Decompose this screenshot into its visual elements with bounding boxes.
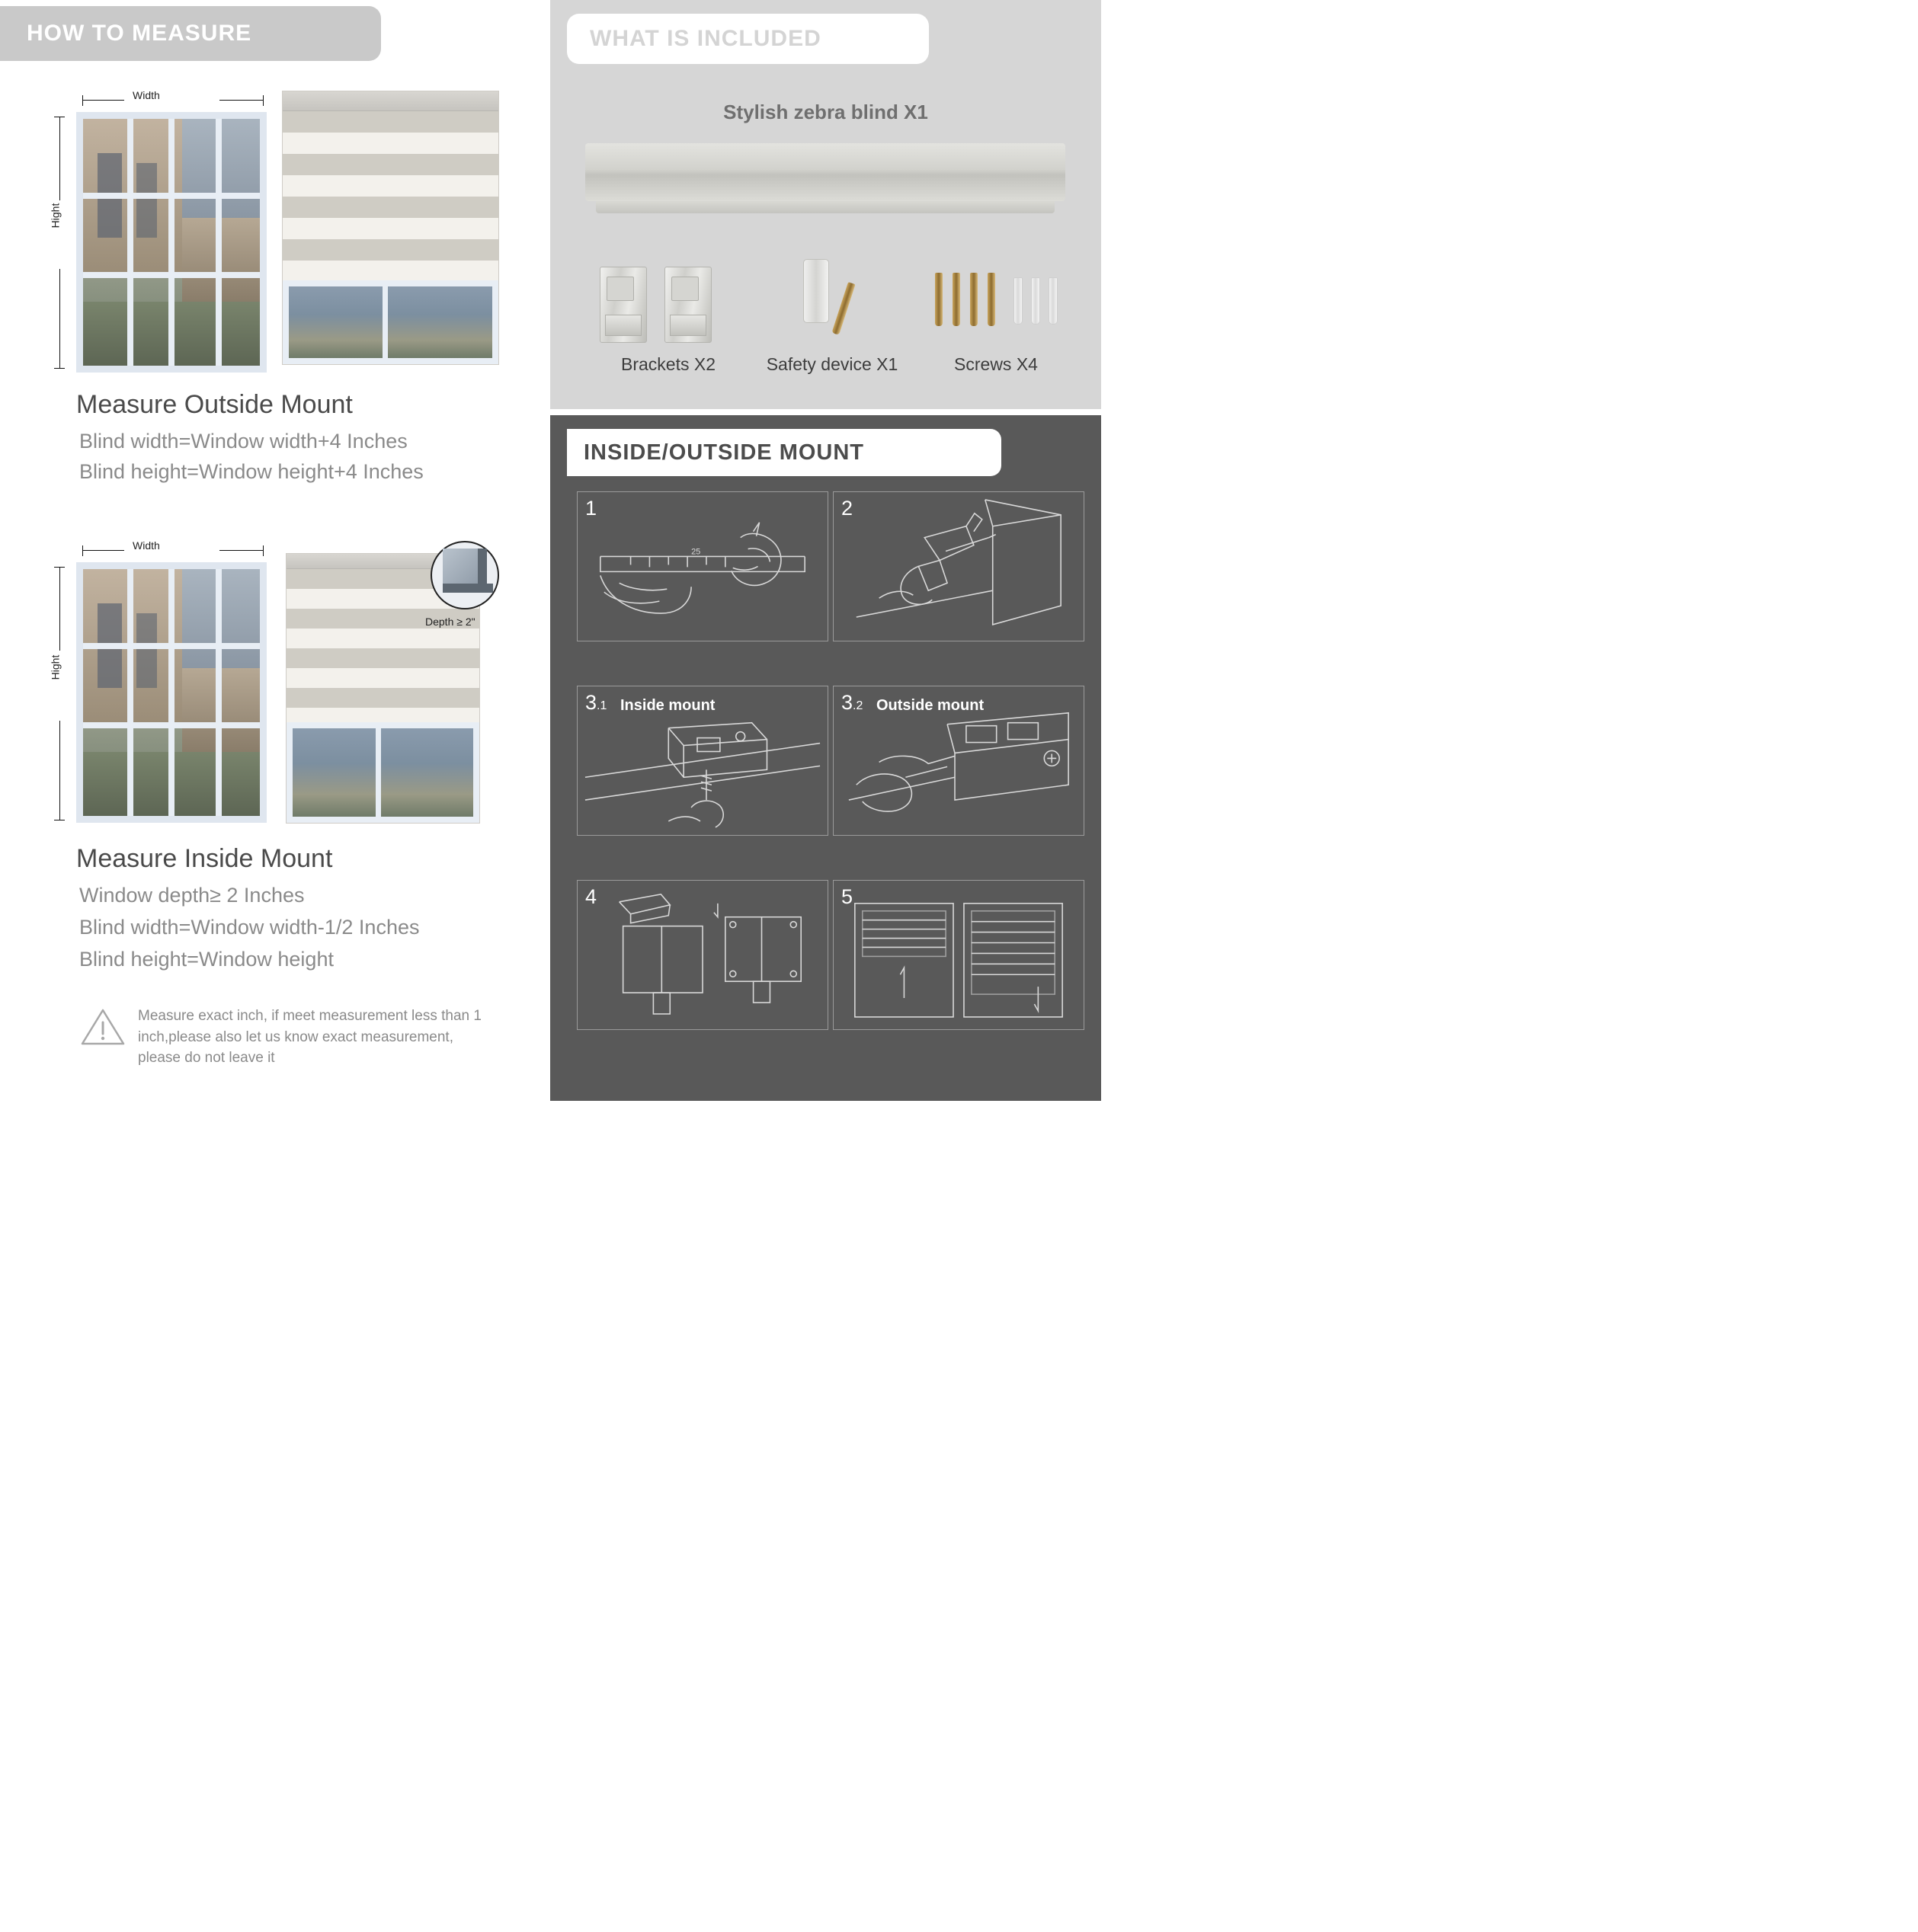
width-end-left: [82, 95, 83, 106]
step-3-2-num-main: 3: [841, 691, 853, 714]
inside-mount-heading: Measure Inside Mount: [76, 844, 333, 873]
inside-height-arrow-bottom: [59, 721, 60, 820]
anchor-icon-1: [1013, 277, 1023, 325]
inside-line-2: Blind width=Window width-1/2 Inches: [79, 916, 420, 939]
warning-triangle-icon: [80, 1006, 126, 1052]
measure-note-text: Measure exact inch, if meet measurement less than 1 inch,please also let us know exact measurement, please do not leave it: [138, 1008, 482, 1067]
inside-mount-diagram: [46, 533, 518, 834]
step-3-2-num-sub: .2: [853, 699, 863, 712]
inside-width-arrow-right: [219, 550, 264, 551]
step-3-2-inline-label: Outside mount: [876, 697, 985, 714]
step-4-sketch: [578, 881, 828, 1030]
how-to-measure-title: HOW TO MEASURE: [27, 21, 252, 46]
width-arrow-left: [82, 100, 124, 101]
blind-outside-mount: [282, 91, 499, 365]
horizontal-divider: [550, 409, 1101, 415]
step-1-number: 1: [585, 497, 597, 520]
step-3-1-num-sub: .1: [597, 699, 607, 712]
measure-note: [80, 1006, 484, 1069]
how-to-measure-tab: [0, 6, 381, 61]
bracket-icon-1: [600, 267, 647, 343]
step-3-1-inline-label: Inside mount: [620, 697, 716, 714]
safety-device-label: Safety device X1: [766, 354, 898, 374]
vertical-divider: [543, 0, 550, 1101]
anchor-icon-3: [1049, 277, 1058, 325]
outside-mount-heading: Measure Outside Mount: [76, 390, 353, 419]
screws-label: Screws X4: [954, 354, 1038, 374]
outside-line-1: Blind width=Window width+4 Inches: [79, 430, 408, 453]
step-3-1-sketch: [578, 686, 828, 836]
step-3-1-caption: Drill holes & Inside bracket: [1154, 1527, 1326, 1543]
inside-width-arrow-left: [82, 550, 124, 551]
step-3-2-sketch: [834, 686, 1084, 836]
step-5-sketch: [834, 881, 1084, 1030]
depth-callout-circle: [431, 541, 499, 609]
zebra-blind-product: [585, 143, 1065, 201]
bracket-icon-2: [664, 267, 712, 343]
inside-height-end-top: [54, 567, 65, 568]
step-2-number: 2: [841, 497, 853, 520]
step-4-caption: Install the blind: [1154, 1915, 1251, 1931]
outside-line-2: Blind height=Window height+4 Inches: [79, 460, 424, 483]
screw-icon-2: [953, 273, 960, 326]
step-5-number: 5: [841, 885, 853, 908]
inside-outside-mount-tab: [567, 429, 1001, 476]
screw-icon-1: [935, 273, 943, 326]
anchor-icon-2: [1031, 277, 1040, 325]
brackets-label: Brackets X2: [621, 354, 716, 374]
step-2-caption: Punch at marked position: [1667, 1138, 1830, 1154]
step-1-caption: Mark install loca- tions: [1154, 1138, 1298, 1154]
outside-height-label: Hight: [49, 203, 62, 229]
inside-width-end-right: [263, 545, 264, 556]
height-arrow-top: [59, 117, 60, 200]
inside-outside-mount-title: INSIDE/OUTSIDE MOUNT: [584, 440, 865, 465]
width-arrow-right: [219, 100, 264, 101]
svg-text:25: 25: [691, 547, 701, 557]
depth-label: Depth ≥ 2": [425, 616, 475, 628]
inside-height-label: Hight: [49, 654, 62, 680]
inside-line-3: Blind height=Window height: [79, 948, 334, 971]
height-end-bottom: [54, 368, 65, 369]
step-4-number: 4: [585, 885, 597, 908]
window-inside: [76, 562, 267, 823]
width-end-right: [263, 95, 264, 106]
product-title: Stylish zebra blind X1: [723, 101, 928, 123]
screw-icon-3: [970, 273, 978, 326]
inside-width-end-left: [82, 545, 83, 556]
what-is-included-title: WHAT IS INCLUDED: [590, 26, 821, 51]
outside-width-label: Width: [133, 89, 160, 101]
inside-height-arrow-top: [59, 567, 60, 651]
step-3-2-caption: Drill holes & Inside bracket: [1667, 1527, 1838, 1543]
what-is-included-tab: [567, 14, 929, 64]
inside-width-label: Width: [133, 539, 160, 552]
window-outside: [76, 112, 267, 373]
step-5-caption: Finish: [1667, 1915, 1705, 1931]
screw-icon-4: [988, 273, 995, 326]
outside-mount-diagram: [46, 80, 518, 385]
step-1-sketch: [578, 492, 828, 641]
step-2-sketch: [834, 492, 1084, 641]
screw-icon-single: [831, 282, 855, 335]
step-3-1-num-main: 3: [585, 691, 597, 714]
safety-device-icon: [803, 259, 829, 323]
how-to-measure-panel: [0, 0, 543, 1101]
height-arrow-bottom: [59, 269, 60, 368]
inside-line-1: Window depth≥ 2 Inches: [79, 884, 305, 907]
